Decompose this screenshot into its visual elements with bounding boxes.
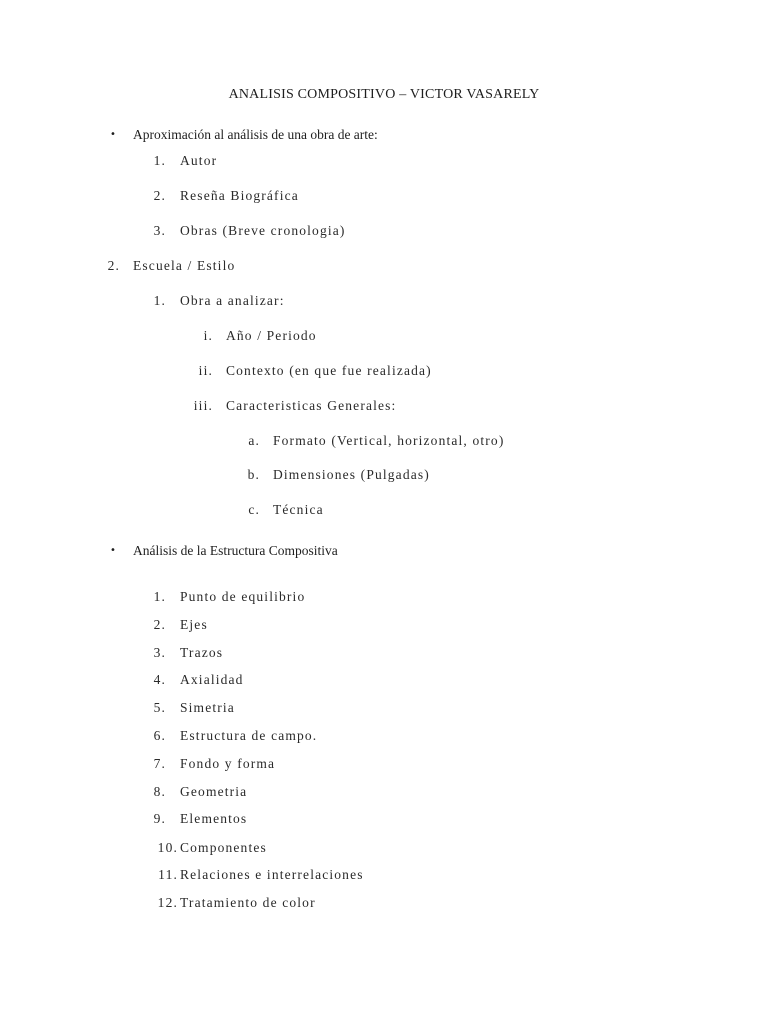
list-item: Reseña Biográfica xyxy=(180,188,299,203)
list-item-marker: 4. xyxy=(153,672,166,687)
list-item: Contexto (en que fue realizada) xyxy=(226,363,432,378)
list-item-marker: 7. xyxy=(153,756,166,771)
list-item-marker: 3. xyxy=(153,223,166,238)
list-item-marker: 9. xyxy=(153,811,166,826)
section-heading: Aproximación al análisis de una obra de arte: xyxy=(133,127,378,142)
list-item-marker: ii. xyxy=(198,363,213,378)
list-item: Componentes xyxy=(180,840,267,855)
list-item: Dimensiones (Pulgadas) xyxy=(273,467,430,482)
list-item-marker: 6. xyxy=(153,728,166,743)
list-item: Estructura de campo. xyxy=(180,728,318,743)
list-item: Formato (Vertical, horizontal, otro) xyxy=(273,433,505,448)
list-item: Técnica xyxy=(273,502,324,517)
list-item: Punto de equilibrio xyxy=(180,589,306,604)
bullet-icon: • xyxy=(110,545,116,556)
list-item-marker: 3. xyxy=(153,645,166,660)
list-item-marker: b. xyxy=(247,467,260,482)
list-item-marker: 11. xyxy=(158,867,178,882)
list-item-marker: 1. xyxy=(153,589,166,604)
list-item-marker: a. xyxy=(248,433,260,448)
section-heading: Análisis de la Estructura Compositiva xyxy=(133,543,338,558)
list-item: Obra a analizar: xyxy=(180,293,285,308)
list-item: Fondo y forma xyxy=(180,756,276,771)
list-item-marker: 12. xyxy=(157,895,178,910)
page-title: ANALISIS COMPOSITIVO – VICTOR VASARELY xyxy=(228,87,540,102)
list-item: Simetria xyxy=(180,700,235,715)
section-heading: Escuela / Estilo xyxy=(133,258,236,273)
list-item-marker: 5. xyxy=(153,700,166,715)
list-item: Trazos xyxy=(180,645,224,660)
list-item-marker: iii. xyxy=(193,398,213,413)
list-item: Elementos xyxy=(180,811,248,826)
list-item: Tratamiento de color xyxy=(180,895,316,910)
bullet-icon: • xyxy=(110,129,116,140)
list-item: Relaciones e interrelaciones xyxy=(180,867,364,882)
list-item: Ejes xyxy=(180,617,208,632)
list-item-marker: 2. xyxy=(153,617,166,632)
list-item-marker: 2. xyxy=(153,188,166,203)
list-item-marker: c. xyxy=(248,502,260,517)
list-item-marker: i. xyxy=(203,328,213,343)
list-item-marker: 10. xyxy=(157,840,178,855)
list-item-marker: 8. xyxy=(153,784,166,799)
list-item-marker: 1. xyxy=(153,293,166,308)
list-item: Axialidad xyxy=(180,672,244,687)
list-item-marker: 2. xyxy=(107,258,120,273)
list-item: Caracteristicas Generales: xyxy=(226,398,397,413)
list-item: Geometria xyxy=(180,784,248,799)
list-item: Obras (Breve cronologia) xyxy=(180,223,346,238)
list-item: Año / Periodo xyxy=(226,328,317,343)
list-item: Autor xyxy=(180,153,218,168)
list-item-marker: 1. xyxy=(153,153,166,168)
